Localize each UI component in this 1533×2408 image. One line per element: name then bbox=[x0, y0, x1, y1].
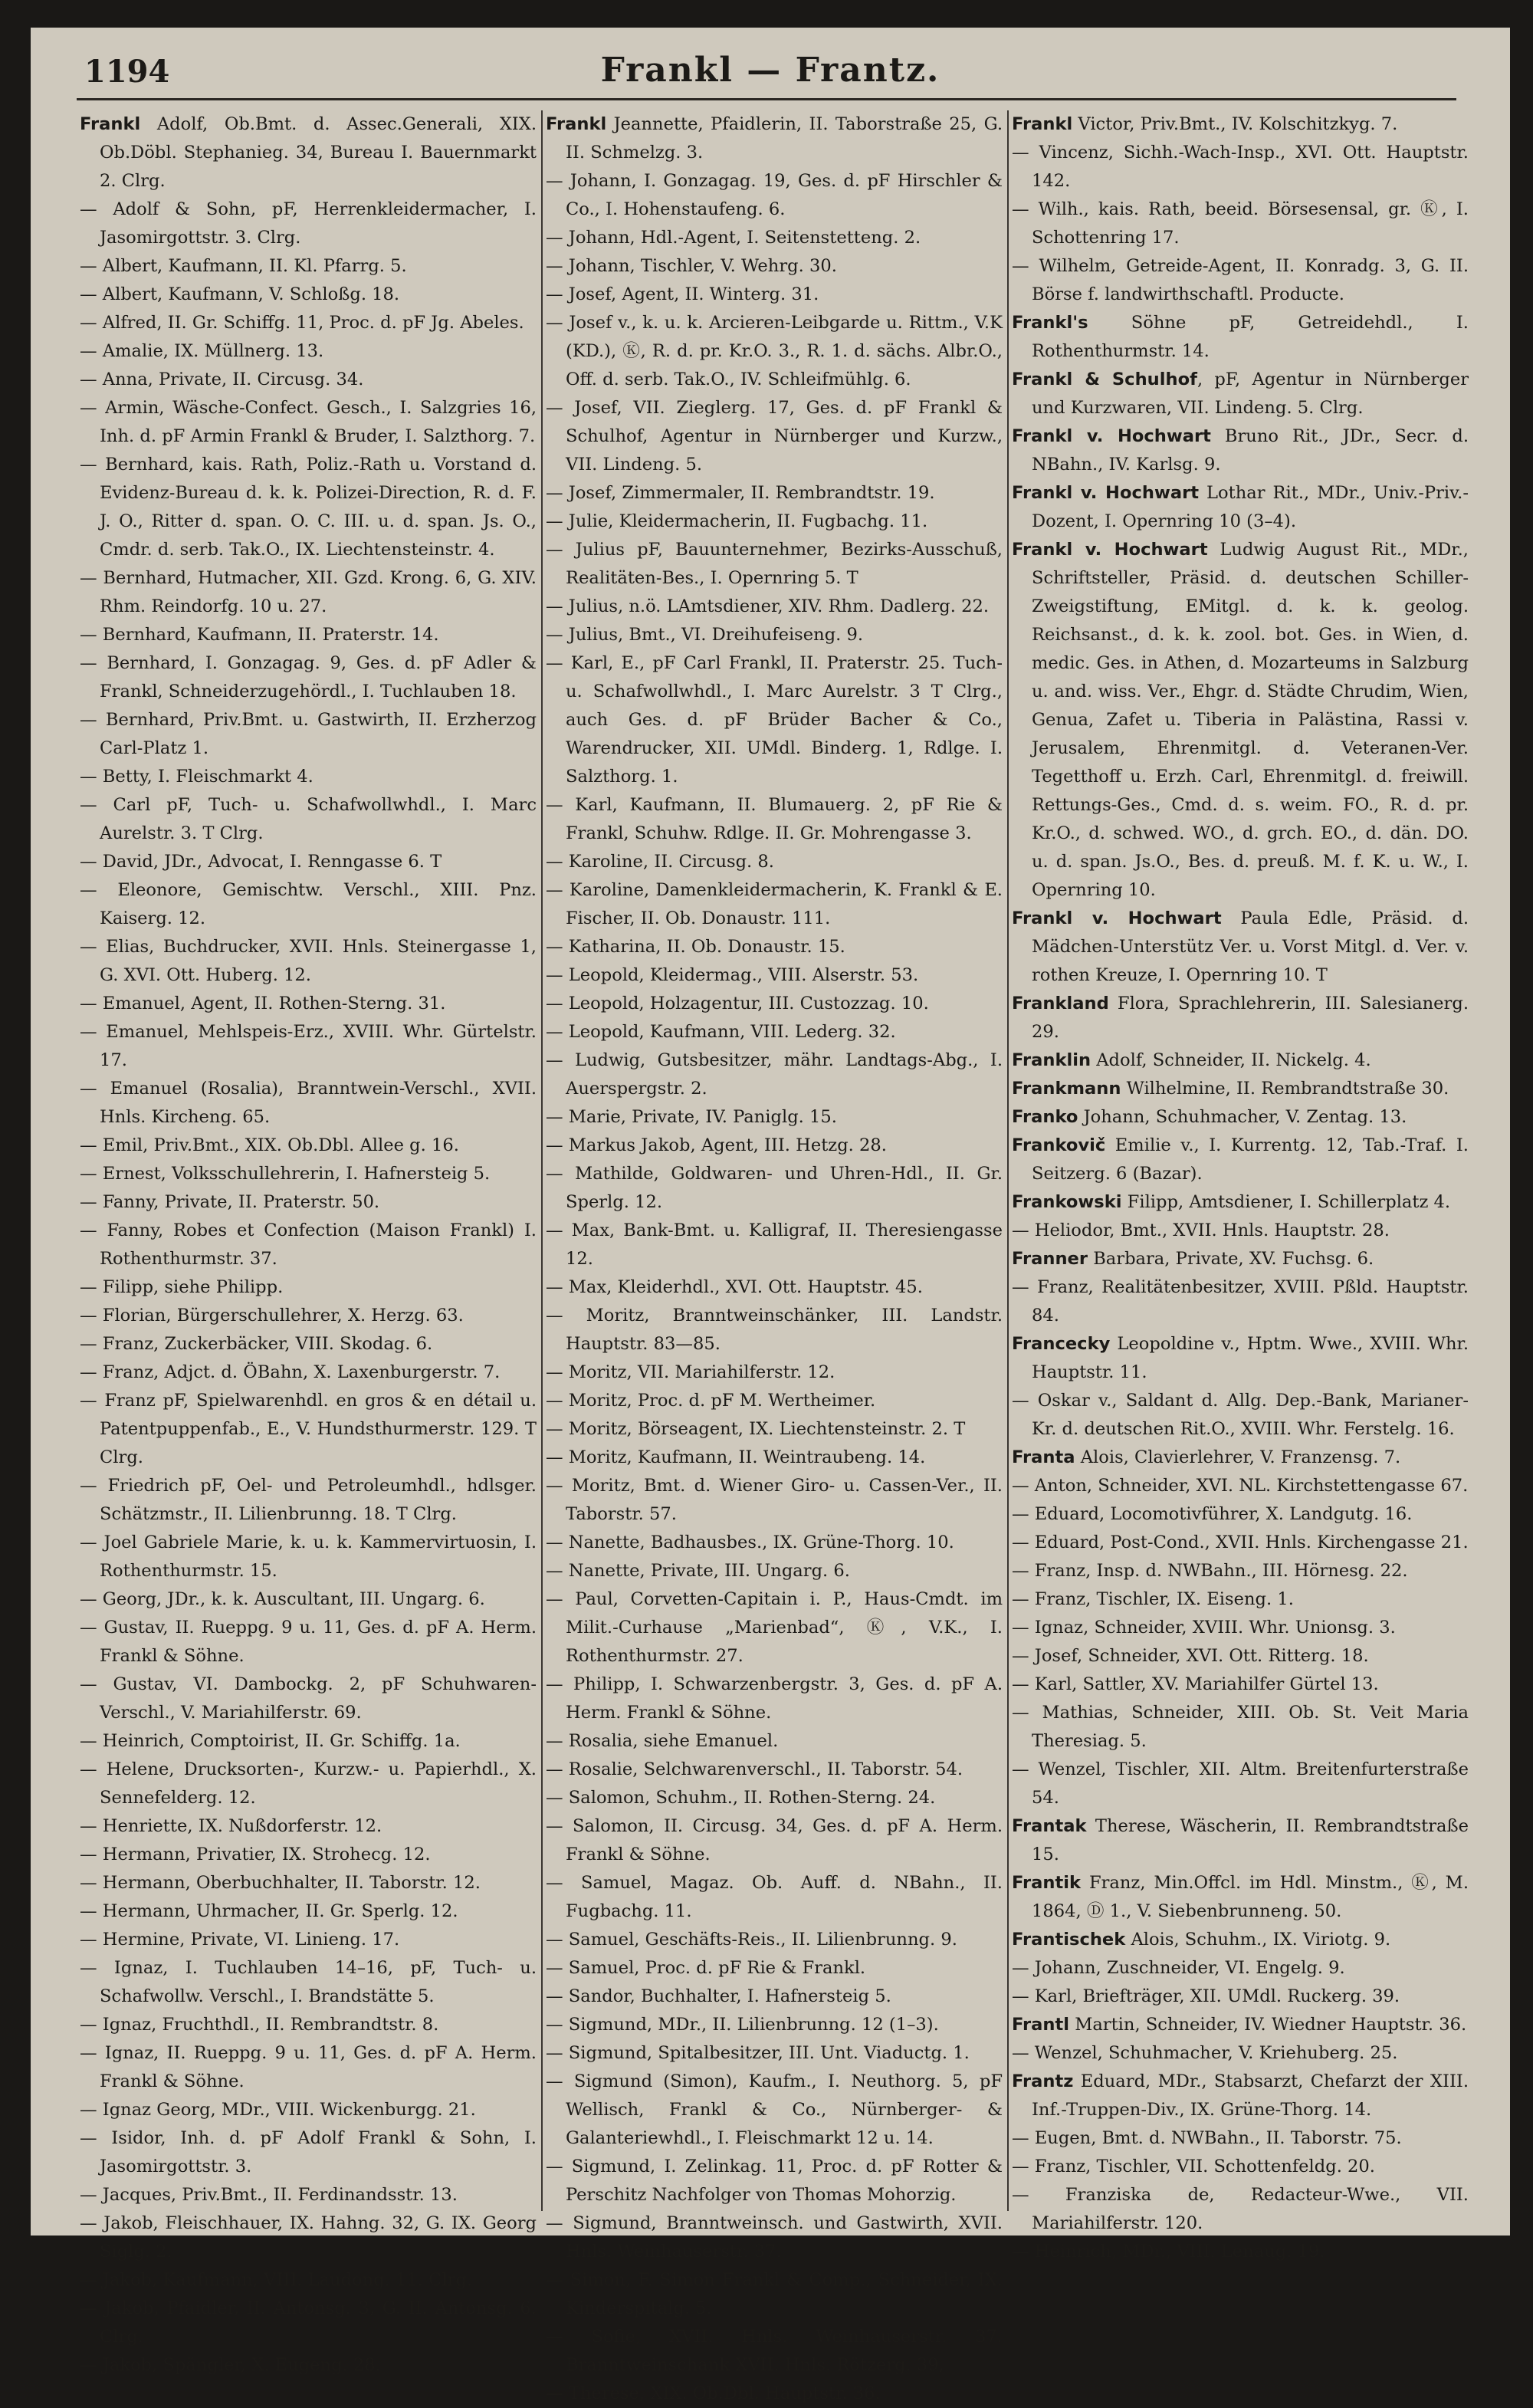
directory-entry: — Salomon, Schuhm., II. Rothen-Sterng. 24. bbox=[546, 1788, 936, 1808]
directory-entry: — Samuel, Geschäfts-Reis., II. Lilienbrunng. 9. bbox=[546, 1930, 957, 1950]
directory-entry: Frankmann Wilhelmine, II. Rembrandtstraße 30. bbox=[1012, 1079, 1449, 1099]
directory-entry: — Leopold, Kleidermag., VIII. Alserstr. 53. bbox=[546, 965, 919, 985]
directory-entry: — Friedrich pF, Oel- und Petroleumhdl., hdlsger. Schätzmstr., II. Lilienbrunng. 18. T Clrg. bbox=[80, 1476, 537, 1524]
directory-entry: — Mathias, Schneider, XIII. Ob. St. Veit Maria Theresiag. 5. bbox=[1012, 1703, 1469, 1751]
header-rule bbox=[77, 98, 1456, 100]
directory-entry: Frantl Martin, Schneider, IV. Wiedner Hauptstr. 36. bbox=[1012, 2015, 1467, 2035]
directory-entry: — Franz, Realitätenbesitzer, XVIII. Pßld. Hauptstr. 84. bbox=[1012, 1277, 1469, 1326]
directory-entry: — Sandor, Buchhalter, I. Hafnersteig 5. bbox=[546, 1986, 891, 2006]
directory-entry: — Sigmund, Branntweinsch. und Gastwirth, XVII. Hnls. Weinhauserstr. 37. bbox=[546, 2213, 1003, 2262]
directory-entry: — Bernhard, Priv.Bmt. u. Gastwirth, II. Erzherzog Carl-Platz 1. bbox=[80, 710, 537, 758]
directory-entry: Frantik Franz, Min.Offcl. im Hdl. Minstm., Ⓚ, M. 1864, Ⓓ 1., V. Siebenbrunneng. 50. bbox=[1012, 1873, 1469, 1921]
directory-entry: — Wenzel, Schuhmacher, V. Kriehuberg. 25. bbox=[1012, 2043, 1398, 2063]
directory-entry: — Julius, n.ö. LAmtsdiener, XIV. Rhm. Dadlerg. 22. bbox=[546, 596, 990, 616]
directory-entry: — Moritz, Börseagent, IX. Liechtensteinstr. 2. T bbox=[546, 1419, 966, 1439]
directory-entry: — Eduard, Locomotivführer, X. Landgutg. 16. bbox=[1012, 1504, 1413, 1524]
directory-entry: — Alfred, II. Gr. Schiffg. 11, Proc. d. pF Jg. Abeles. bbox=[80, 313, 524, 333]
directory-entry: — Therese, XIX. Ob.Dbl. Hauptstr. 36. bbox=[546, 2383, 881, 2403]
directory-entry: — Max, Kleiderhdl., XVI. Ott. Hauptstr. 45. bbox=[546, 1277, 923, 1297]
directory-entry: — Hermann, Privatier, IX. Strohecg. 12. bbox=[80, 1845, 431, 1864]
directory-entry: — Bernhard, Hutmacher, XII. Gzd. Krong. 6, G. XIV. Rhm. Reindorfg. 10 u. 27. bbox=[80, 568, 537, 616]
directory-entry: Frankland Flora, Sprachlehrerin, III. Salesianerg. 29. bbox=[1012, 994, 1469, 1042]
directory-entry: — Franz, Zuckerbäcker, VIII. Skodag. 6. bbox=[80, 1334, 433, 1354]
directory-entry: — Karoline, Damenkleidermacherin, K. Frankl & E. Fischer, II. Ob. Donaustr. 111. bbox=[546, 880, 1003, 928]
directory-entry: — Anton, Schneider, XVI. NL. Kirchstettengasse 67. bbox=[1012, 1476, 1469, 1496]
directory-entry: — Amalie, IX. Müllnerg. 13. bbox=[80, 341, 324, 361]
directory-entry: Frankl v. Hochwart Lothar Rit., MDr., Univ.-Priv.-Dozent, I. Opernring 10 (3–4). bbox=[1012, 483, 1469, 531]
directory-entry: — Jakob, Spängler, X. Eugeng. 28. bbox=[80, 2355, 381, 2375]
directory-entry: — Moritz, Kaufmann, II. Weintraubeng. 14. bbox=[546, 1447, 926, 1467]
column-2 bbox=[546, 110, 1003, 2403]
directory-entry: Frantak Therese, Wäscherin, II. Rembrandtstraße 15. bbox=[1012, 1816, 1469, 1864]
directory-entry: — Elias, Buchdrucker, XVII. Hnls. Steinergasse 1, G. XVI. Ott. Huberg. 12. bbox=[80, 937, 537, 985]
directory-entry: — Helene, Drucksorten-, Kurzw.- u. Papierhdl., X. Sennefelderg. 12. bbox=[80, 1759, 537, 1808]
directory-entry: — Ignaz, II. Rueppg. 9 u. 11, Ges. d. pF A. Herm. Frankl & Söhne. bbox=[80, 2043, 537, 2091]
directory-entry: Frankl v. Hochwart Bruno Rit., JDr., Secr. d. NBahn., IV. Karlsg. 9. bbox=[1012, 426, 1469, 475]
directory-entry: — Hermine, Private, VI. Linieng. 17. bbox=[80, 1930, 400, 1950]
directory-entry: — Franz, Tischler, VII. Schottenfeldg. 20. bbox=[1012, 2157, 1375, 2176]
directory-entry: — Isidor, Inh. d. pF Adolf Frankl & Sohn, I. Jasomirgottstr. 3. bbox=[80, 2128, 537, 2176]
directory-entry: — Marie, Private, IV. Paniglg. 15. bbox=[546, 1107, 837, 1127]
directory-entry: — Salomon, II. Circusg. 34, Ges. d. pF A. Herm. Frankl & Söhne. bbox=[546, 1816, 1003, 1864]
directory-entry: — Ignaz Georg, MDr., VIII. Wickenburgg. 21. bbox=[80, 2100, 476, 2120]
directory-entry: — Josef, Agent, II. Winterg. 31. bbox=[546, 284, 819, 304]
directory-entry: Frankl v. Hochwart Paula Edle, Präsid. d. Mädchen-Unterstütz Ver. u. Vorst Mitgl. d. Ver. v. rothen Kreuze, I. Opernring 10. T bbox=[1012, 908, 1469, 985]
directory-entry: — Johann, Tischler, V. Wehrg. 30. bbox=[546, 256, 837, 276]
directory-entry: — Karl, Kaufmann, II. Blumauerg. 2, pF Rie & Frankl, Schuhw. Rdlge. II. Gr. Mohrengasse 3. bbox=[546, 795, 1003, 843]
directory-entry: — Franz, Tischler, IX. Eiseng. 1. bbox=[1012, 1589, 1294, 1609]
directory-entry: — Franz pF, Spielwarenhdl. en gros & en détail u. Patentpuppenfab., E., V. Hundsthurmerstr. 129. T Clrg. bbox=[80, 1391, 537, 1467]
directory-entry: — Albert, Kaufmann, V. Schloßg. 18. bbox=[80, 284, 400, 304]
directory-entry: — Jakob, Kaufmann, VIII. Laudong. 11. Clrg. bbox=[80, 2270, 473, 2290]
directory-entry: — Leopold, Holzagentur, III. Custozzag. 10. bbox=[546, 994, 929, 1013]
directory-entry: — Johann, Zuschneider, VI. Engelg. 9. bbox=[1012, 1958, 1345, 1978]
directory-entry: — Moritz, Bmt. d. Wiener Giro- u. Cassen-Ver., II. Taborstr. 57. bbox=[546, 1476, 1003, 1524]
directory-entry: — Ernest, Volksschullehrerin, I. Hafnersteig 5. bbox=[80, 1164, 491, 1184]
page-header bbox=[84, 51, 1456, 112]
directory-entry: — Mathilde, Goldwaren- und Uhren-Hdl., II. Gr. Sperlg. 12. bbox=[546, 1164, 1003, 1212]
directory-entry: — Joel Gabriele Marie, k. u. k. Kammervirtuosin, I. Rothenthurmstr. 15. bbox=[80, 1533, 537, 1581]
directory-entry: Frankowski Filipp, Amtsdiener, I. Schillerplatz 4. bbox=[1012, 1192, 1451, 1212]
directory-entry: — Franziska de, Redacteur-Wwe., VII. Mariahilferstr. 120. bbox=[1012, 2185, 1469, 2233]
directory-entry: — Moritz, Branntweinschänker, III. Landstr. Hauptstr. 83—85. bbox=[546, 1306, 1003, 1354]
directory-entry: — Wilhelm, Getreide-Agent, II. Konradg. 3, G. II. Börse f. landwirthschaftl. Producte. bbox=[1012, 256, 1469, 304]
directory-entry: Frankl Victor, Priv.Bmt., IV. Kolschitzkyg. 7. bbox=[1012, 114, 1398, 134]
directory-entry: — Eleonore, Gemischtw. Verschl., XIII. Pnz. Kaiserg. 12. bbox=[80, 880, 537, 928]
directory-entry: — Vincenz, Sichh.-Wach-Insp., XVI. Ott. Hauptstr. 142. bbox=[1012, 143, 1469, 191]
directory-entry: — Josef, Zimmermaler, II. Rembrandtstr. 19. bbox=[546, 483, 935, 503]
directory-entry: — Gustav, II. Rueppg. 9 u. 11, Ges. d. pF A. Herm. Frankl & Söhne. bbox=[80, 1618, 537, 1666]
directory-entry: — Nanette, Badhausbes., IX. Grüne-Thorg. 10. bbox=[546, 1533, 954, 1552]
directory-entry: — Paul, Corvetten-Capitain i. P., Haus-Cmdt. im Milit.-Curhause „Marienbad“, Ⓚ, V.K., I. Rothenthurmstr. 27. bbox=[546, 1589, 1003, 1666]
directory-entry: — Emanuel, Mehlspeis-Erz., XVIII. Whr. Gürtelstr. 17. bbox=[80, 1022, 537, 1070]
directory-entry: — Bernhard, I. Gonzagag. 9, Ges. d. pF Adler & Frankl, Schneiderzugehördl., I. Tuchlauben 18. bbox=[80, 653, 537, 701]
directory-entry: — Albert, Kaufmann, II. Kl. Pfarrg. 5. bbox=[80, 256, 407, 276]
running-head: Frankl — Frantz. bbox=[600, 51, 940, 90]
directory-entry: — Ignaz, I. Tuchlauben 14–16, pF, Tuch- u. Schafwollw. Verschl., I. Brandstätte 5. bbox=[80, 1958, 537, 2006]
directory-entry: — Jakob, Fleischhauer, IX. Hahng. 32, G. IX. Georg Siglg. 2. bbox=[80, 2213, 537, 2262]
directory-entry: — Oskar v., Saldant d. Allg. Dep.-Bank, Marianer-Kr. d. deutschen Rit.O., XVIII. Whr. Ferstelg. 16. bbox=[1012, 1391, 1469, 1439]
directory-entry: — Leopold, Kaufmann, VIII. Lederg. 32. bbox=[546, 1022, 896, 1042]
directory-entry: — Fanny, Robes et Confection (Maison Frankl) I. Rothenthurmstr. 37. bbox=[80, 1220, 537, 1269]
directory-entry: — Philipp, I. Schwarzenbergstr. 3, Ges. d. pF A. Herm. Frankl & Söhne. bbox=[546, 1674, 1003, 1723]
directory-entry: — Julius pF, Bauunternehmer, Bezirks-Ausschuß, Realitäten-Bes., I. Opernring 5. T bbox=[546, 540, 1003, 588]
directory-entry: — Heinrich, MDr., VIII. Lenaug. 19. bbox=[1012, 2242, 1325, 2262]
directory-entry: Francecky Leopoldine v., Hptm. Wwe., XVIII. Whr. Hauptstr. 11. bbox=[1012, 1334, 1469, 1382]
directory-entry: — Samuel, Magaz. Ob. Auff. d. NBahn., II. Fugbachg. 11. bbox=[546, 1873, 1003, 1921]
directory-entry: — Jacques, Priv.Bmt., II. Ferdinandsstr. 13. bbox=[80, 2185, 458, 2205]
directory-entry: — Emil, Priv.Bmt., XIX. Ob.Dbl. Allee g. 16. bbox=[80, 1135, 459, 1155]
directory-entry: — Johann, Hdl.-Agent, I. Seitenstetteng. 2. bbox=[546, 228, 921, 248]
directory-entry: — Bernhard, Kaufmann, II. Praterstr. 14. bbox=[80, 625, 439, 645]
directory-entry: — Emanuel (Rosalia), Branntwein-Verschl., XVII. Hnls. Kircheng. 65. bbox=[80, 1079, 537, 1127]
directory-entry: — Rosalie, Selchwarenverschl., II. Taborstr. 54. bbox=[546, 1759, 963, 1779]
directory-entry: — Franz, Insp. d. NWBahn., III. Hörnesg. 22. bbox=[1012, 1561, 1408, 1581]
directory-entry: — Samuel, Proc. d. pF Rie & Frankl. bbox=[546, 1958, 866, 1978]
directory-entry: — Filipp, siehe Philipp. bbox=[80, 1277, 284, 1297]
directory-page bbox=[31, 28, 1510, 2403]
directory-entry: Franner Barbara, Private, XV. Fuchsg. 6. bbox=[1012, 1249, 1374, 1269]
directory-entry: — Johann, I. Gonzagag. 19, Ges. d. pF Hirschler & Co., I. Hohenstaufeng. 6. bbox=[546, 171, 1003, 219]
directory-entry: Frankl Jeannette, Pfaidlerin, II. Taborstraße 25, G. II. Schmelzg. 3. bbox=[546, 114, 1003, 163]
directory-entry: Frankl Adolf, Ob.Bmt. d. Assec.Generali, XIX. Ob.Döbl. Stephanieg. 34, Bureau I. Bauernmarkt 2. Clrg. bbox=[80, 114, 537, 191]
directory-entry: Frantischek Alois, Schuhm., IX. Viriotg. 9. bbox=[1012, 1930, 1391, 1950]
directory-entry: — Gustav, VI. Dambockg. 2, pF Schuhwaren-Verschl., V. Mariahilferstr. 69. bbox=[80, 1674, 537, 1723]
directory-entry: — Josef, VII. Zieglerg. 17, Ges. d. pF Frankl & Schulhof, Agentur in Nürnberger und Kurzw., VII. Lindeng. 5. bbox=[546, 398, 1003, 475]
directory-entry: — Josef v., k. u. k. Arcieren-Leibgarde u. Rittm., V.K (KD.), Ⓚ, R. d. pr. Kr.O. 3., R. 1. d. sächs. Albr.O., Off. d. serb. Tak.O., IV. Schleifmühlg. 6. bbox=[546, 313, 1003, 389]
directory-entry: — Eduard, Post-Cond., XVII. Hnls. Kirchengasse 21. bbox=[1012, 1533, 1469, 1552]
directory-entry: — Wenzel, Tischler, XII. Altm. Breitenfurterstraße 54. bbox=[1012, 1759, 1469, 1808]
directory-entry: — Sigmund, MDr., II. Lilienbrunng. 12 (1–3). bbox=[546, 2015, 939, 2035]
directory-entry: — Fanny, Private, II. Praterstr. 50. bbox=[80, 1192, 380, 1212]
directory-entry: — Eugen, Bmt. d. NWBahn., II. Taborstr. 75. bbox=[1012, 2128, 1402, 2148]
directory-entry: — Ignaz, Schneider, XVIII. Whr. Unionsg. 3. bbox=[1012, 1618, 1396, 1638]
directory-entry: Franklin Adolf, Schneider, II. Nickelg. 4. bbox=[1012, 1050, 1371, 1070]
directory-entry: — Georg, JDr., k. k. Auscultant, III. Ungarg. 6. bbox=[80, 1589, 485, 1609]
directory-entry: — Hermann, Uhrmacher, II. Gr. Sperlg. 12. bbox=[80, 1901, 458, 1921]
directory-entry: — Henriette, IX. Nußdorferstr. 12. bbox=[80, 1816, 382, 1836]
directory-entry: Frankl's Söhne pF, Getreidehdl., I. Rothenthurmstr. 14. bbox=[1012, 313, 1469, 361]
directory-entry: — Sigmund (Simon), Kaufm., I. Neuthorg. 5, pF Wellisch, Frankl & Co., Nürnberger- & Galanteriewhdl., I. Fleischmarkt 12 u. 14. bbox=[546, 2071, 1003, 2148]
directory-entry: — Max, Bank-Bmt. u. Kalligraf, II. Theresiengasse 12. bbox=[546, 1220, 1003, 1269]
directory-entry: — Wilh., kais. Rath, beeid. Börsesensal, gr. Ⓚ, I. Schottenring 17. bbox=[1012, 199, 1469, 248]
directory-entry: Franko Johann, Schuhmacher, V. Zentag. 13. bbox=[1012, 1107, 1407, 1127]
directory-entry: — Julius, Bmt., VI. Dreihufeiseng. 9. bbox=[546, 625, 864, 645]
directory-entry: — Florian, Bürgerschullehrer, X. Herzg. 63. bbox=[80, 1306, 464, 1326]
directory-entry: Frankovič Emilie v., I. Kurrentg. 12, Tab.-Traf. I. Seitzerg. 6 (Bazar). bbox=[1012, 1135, 1469, 1184]
directory-entry: Frantz Eduard, MDr., Stabsarzt, Chefarzt der XIII. Inf.-Truppen-Div., IX. Grüne-Thorg. 14. bbox=[1012, 2071, 1469, 2120]
directory-entry: — Katharina, II. Ob. Donaustr. 15. bbox=[546, 937, 845, 957]
directory-entry: Franta Alois, Clavierlehrer, V. Franzensg. 7. bbox=[1012, 1447, 1401, 1467]
directory-entry: — Heinrich, Comptoirist, II. Gr. Schiffg. 1a. bbox=[80, 1731, 461, 1751]
column-divider bbox=[541, 110, 543, 2211]
directory-entry: — Hermann, Oberbuchhalter, II. Taborstr. 12. bbox=[80, 1873, 481, 1893]
directory-entry: — Nanette, Private, III. Ungarg. 6. bbox=[546, 1561, 850, 1581]
column-divider bbox=[1007, 110, 1009, 2211]
directory-entry: — Betty, I. Fleischmarkt 4. bbox=[80, 767, 313, 787]
directory-entry: — Julie, Kleidermacherin, II. Fugbachg. 11. bbox=[546, 511, 928, 531]
directory-entry: — Moritz, VII. Mariahilferstr. 12. bbox=[546, 1362, 835, 1382]
directory-entry: — Armin, Wäsche-Confect. Gesch., I. Salzgries 16, Inh. d. pF Armin Frankl & Bruder, I. Salzthorg. 7. bbox=[80, 398, 537, 446]
directory-entry: — Moritz, Proc. d. pF M. Wertheimer. bbox=[546, 1391, 876, 1411]
directory-entry: — Karl, Sattler, XV. Mariahilfer Gürtel 13. bbox=[1012, 1674, 1379, 1694]
directory-entry: — Anna, Private, II. Circusg. 34. bbox=[80, 370, 364, 389]
directory-entry: — Sofie, XVII. Hnls. Weinhauserstr. 37. Branntweinschank XVII. Hnls. Rötzerg. 39, bbox=[546, 2327, 1003, 2375]
directory-entry: — Josef, Schneider, XVI. Ott. Ritterg. 18. bbox=[1012, 1646, 1369, 1666]
directory-entry: — Karl, Briefträger, XII. UMdl. Ruckerg. 39. bbox=[1012, 1986, 1400, 2006]
directory-entry: Frankl v. Hochwart Ludwig August Rit., MDr., Schriftsteller, Präsid. d. deutschen Schiller-Zweigstiftung, EMitgl. d. k. k. geolog. Reichsanst., d. k. k. zool. bot. Ges. in Wien, d. medic. Ges. in Athen, d. Mozarteums in Salzburg u. and. wiss. Ver., Ehgr. d. Städte Chrudim, Wien, Genua, Zafet u. Tiberia in Palästina, Rassi v. Jerusalem, Ehrenmitgl. d. Veteranen-Ver. Tegetthoff u. Erzh. Carl, Ehrenmitgl. d. freiwill. Rettungs-Ges., Cmd. d. s. weim. FO., R. d. pr. Kr.O., d. schwed. WO., d. grch. EO., d. dän. DO. u. d. span. Js.O., Bes. d. preuß. M. f. K. u. W., I. Opernring 10. bbox=[1012, 540, 1469, 900]
directory-entry: — Ignaz, Fruchthdl., II. Rembrandtstr. 8. bbox=[80, 2015, 439, 2035]
directory-entry: — Franz, Adjct. d. ÖBahn, X. Laxenburgerstr. 7. bbox=[80, 1362, 501, 1382]
column-3 bbox=[1012, 110, 1469, 2262]
directory-entry: — Sigmund, Spitalbesitzer, III. Unt. Viaductg. 1. bbox=[546, 2043, 970, 2063]
directory-entry: — Rosalia, siehe Emanuel. bbox=[546, 1731, 779, 1751]
directory-entry: — Bernhard, kais. Rath, Poliz.-Rath u. Vorstand d. Evidenz-Bureau d. k. k. Polizei-Direction, R. d. F. J. O., Ritter d. span. O. C. III. u. d. span. Js. O., Cmdr. d. serb. Tak.O., IX. Liechtensteinstr. 4. bbox=[80, 455, 537, 560]
directory-entry: — Karl, E., pF Carl Frankl, II. Praterstr. 25. Tuch- u. Schafwollwhdl., I. Marc Aurelstr. 3 T Clrg., auch Ges. d. pF Brüder Bacher & Co., Warendrucker, XII. UMdl. Binderg. 1, Rdlge. I. Salzthorg. 1. bbox=[546, 653, 1003, 787]
directory-entry: — Carl pF, Tuch- u. Schafwollwhdl., I. Marc Aurelstr. 3. T Clrg. bbox=[80, 795, 537, 843]
directory-entry: — Markus Jakob, Agent, III. Hetzg. 28. bbox=[546, 1135, 887, 1155]
directory-entry: — Jakob, Pfaidler, II. Antonsg. 3, G. II. Antonsg. 6. Clrg. bbox=[80, 2298, 537, 2347]
directory-entry: — Ludwig, Gutsbesitzer, mähr. Landtags-Abg., I. Auerspergstr. 2. bbox=[546, 1050, 1003, 1099]
directory-entry: — Heliodor, Bmt., XVII. Hnls. Hauptstr. 28. bbox=[1012, 1220, 1390, 1240]
directory-entry: — Emanuel, Agent, II. Rothen-Sterng. 31. bbox=[80, 994, 446, 1013]
directory-entry: — Simon, F. Simon Frankl & Comp., Schneider, IX. Kinderspitalg. 5. bbox=[546, 2270, 1003, 2318]
page-number: 1194 bbox=[84, 54, 170, 90]
directory-entry: — Adolf & Sohn, pF, Herrenkleidermacher, I. Jasomirgottstr. 3. Clrg. bbox=[80, 199, 537, 248]
directory-entry: — Sigmund, I. Zelinkag. 11, Proc. d. pF Rotter & Perschitz Nachfolger von Thomas Mohorzig. bbox=[546, 2157, 1003, 2205]
directory-entry: — David, JDr., Advocat, I. Renngasse 6. T bbox=[80, 852, 442, 872]
directory-entry: Frankl & Schulhof, pF, Agentur in Nürnberger und Kurzwaren, VII. Lindeng. 5. Clrg. bbox=[1012, 370, 1469, 418]
column-1 bbox=[80, 110, 537, 2375]
directory-entry: — Karoline, II. Circusg. 8. bbox=[546, 852, 774, 872]
